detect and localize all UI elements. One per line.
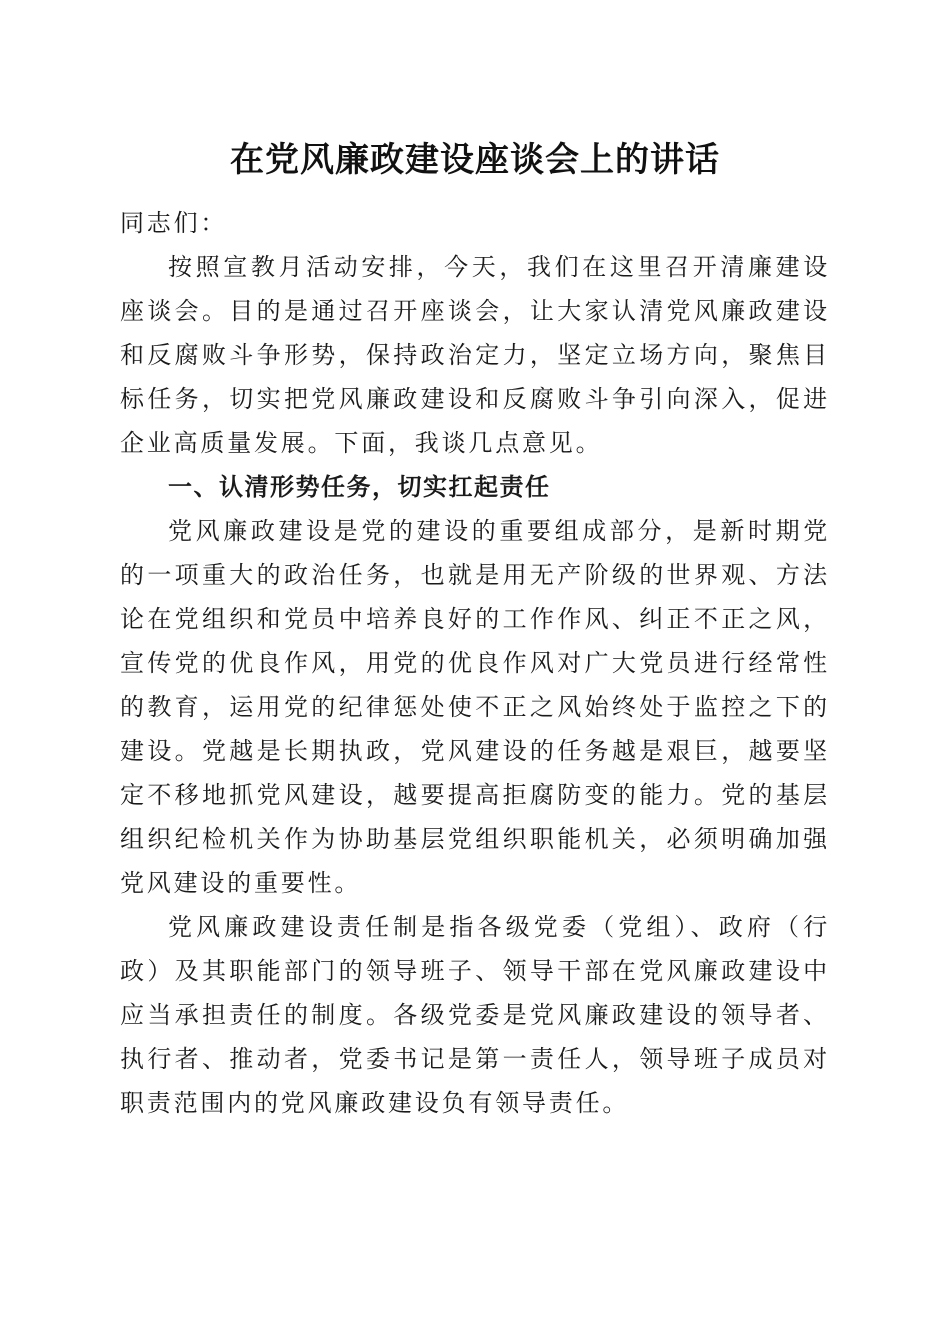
section-heading: 一、认清形势任务，切实扛起责任 [168, 473, 551, 501]
document-body [120, 201, 830, 1125]
body-paragraph: 党风廉政建设责任制是指各级党委（党组）、政府（行政）及其职能部门的领导班子、领导干部在党风廉政建设中应当承担责任的制度。各级党委是党风廉政建设的领导者、执行者、推动者，党委书记是第一责任人，领导班子成员对职责范围内的党风廉政建设负有领导责任。 [120, 913, 830, 1117]
salutation: 同志们： [120, 209, 228, 237]
intro-paragraph: 按照宣教月活动安排，今天，我们在这里召开清廉建设座谈会。目的是通过召开座谈会，让大家认清党风廉政建设和反腐败斗争形势，保持政治定力，坚定立场方向，聚焦目标任务，切实把党风廉政建设和反腐败斗争引向深入，促进企业高质量发展。下面，我谈几点意见。 [120, 253, 830, 457]
document-title: 在党风廉政建设座谈会上的讲话 [230, 140, 720, 180]
body-paragraph: 党风廉政建设是党的建设的重要组成部分，是新时期党的一项重大的政治任务，也就是用无产阶级的世界观、方法论在党组织和党员中培养良好的工作作风、纠正不正之风，宣传党的优良作风，用党的优良作风对广大党员进行经常性的教育，运用党的纪律惩处使不正之风始终处于监控之下的建设。党越是长期执政，党风建设的任务越是艰巨，越要坚定不移地抓党风建设，越要提高拒腐防变的能力。党的基层组织纪检机关作为协助基层党组织职能机关，必须明确加强党风建设的重要性。 [120, 517, 830, 897]
